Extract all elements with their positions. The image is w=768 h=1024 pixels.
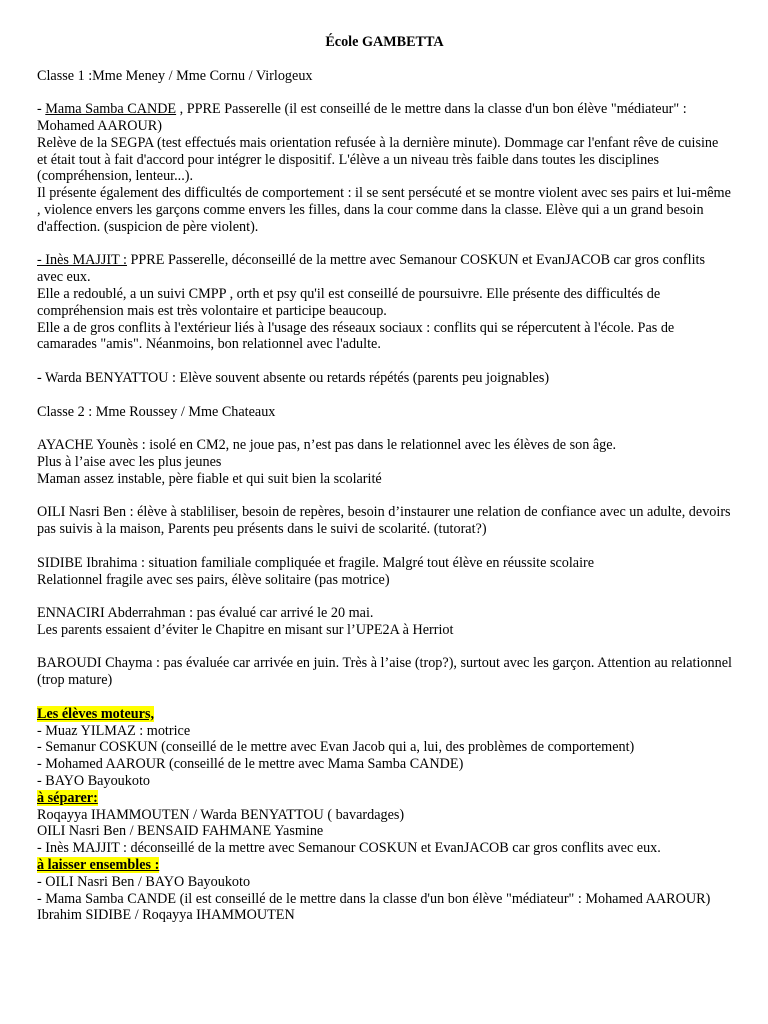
eleve-oili: OILI Nasri Ben : élève à stabliliser, besoin de repères, besoin d’instaurer une relation de confiance avec un adulte, devoirs pas suivis à la maison, Parents peu présents dans le suivi de scolarité. (tutorat?): [37, 504, 731, 538]
classe1-heading: Classe 1 :Mme Meney / Mme Cornu / Virlogeux: [37, 67, 313, 84]
moteurs-heading: Les élèves moteurs,: [37, 705, 155, 722]
eleve-majjit-name: - Inès MAJJIT :: [37, 252, 127, 269]
eleve-majjit-suivi: Elle a redoublé, a un suivi CMPP , orth et psy qu'il est conseillé de poursuivre. Elle présente des difficultés de compréhension mais est très volontaire et participe beaucoup.: [37, 285, 661, 319]
list-item: - Semanur COSKUN (conseillé de le mettre avec Evan Jacob qui a, lui, des problèmes de comportement): [37, 739, 635, 756]
list-item: - Mohamed AAROUR (conseillé de le mettre avec Mama Samba CANDE): [37, 756, 464, 773]
list-item: - Inès MAJJIT : déconseillé de la mettre avec Semanour COSKUN et EvanJACOB car gros conflits avec eux.: [37, 840, 661, 857]
separer-heading: à séparer:: [37, 789, 98, 806]
eleve-cande-comportement: Il présente également des difficultés de comportement : il se sent persécuté et se montre violent avec ses pairs et lui-même , violence envers les garçons comme envers les filles, dans la cour comme dans la classe. Elève qui a un grand besoin d'affection. (suspicion de père violent).: [37, 185, 731, 235]
eleve-ayache-line: AYACHE Younès : isolé en CM2, ne joue pas, n’est pas dans le relationnel avec les élèves de son âge.: [37, 437, 617, 454]
eleve-cande-paragraph: - Mama Samba CANDE , PPRE Passerelle (il est conseillé de le mettre dans la classe d'un bon élève "médiateur" : Mohamed AAROUR): [37, 101, 687, 134]
eleve-ayache-line: Maman assez instable, père fiable et qui suit bien la scolarité: [37, 470, 382, 487]
eleve-sidibe-line: Relationnel fragile avec ses pairs, élève solitaire (pas motrice): [37, 571, 390, 588]
eleve-cande-segpa: Relève de la SEGPA (test effectués mais orientation refusée à la dernière minute). Dommage car l'enfant rêve de cuisine et était tout à fait d'accord pour intégrer le dispositif. L'élève a un niveau très faible dans toutes les disciplines (compréhension, lenteur...).: [37, 134, 719, 185]
eleve-ennaciri-line: Les parents essaient d’éviter le Chapitre en misant sur l’UPE2A à Herriot: [37, 621, 454, 638]
eleve-majjit-conflits: Elle a de gros conflits à l'extérieur liés à l'usage des réseaux sociaux : conflits qui se répercutent à l'école. Pas de camarades "amis". Néanmoins, bon relationnel avec l'adulte.: [37, 319, 675, 353]
document-title: École GAMBETTA: [325, 34, 444, 50]
eleve-ayache-line: Plus à l’aise avec les plus jeunes: [37, 453, 222, 470]
eleve-sidibe-line: SIDIBE Ibrahima : situation familiale compliquée et fragile. Malgré tout élève en réussite scolaire: [37, 554, 595, 571]
eleve-ennaciri-line: ENNACIRI Abderrahman : pas évalué car arrivé le 20 mai.: [37, 605, 374, 622]
list-item: Roqayya IHAMMOUTEN / Warda BENYATTOU ( bavardages): [37, 806, 405, 823]
list-item: - Mama Samba CANDE (il est conseillé de le mettre dans la classe d'un bon élève "médiateur" : Mohamed AAROUR): [37, 890, 711, 907]
eleve-benyattou: - Warda BENYATTOU : Elève souvent absente ou retards répétés (parents peu joignables): [37, 369, 550, 386]
ensembles-heading: à laisser ensembles :: [37, 857, 160, 874]
list-item: - OILI Nasri Ben / BAYO Bayoukoto: [37, 873, 251, 890]
list-item: - Muaz YILMAZ : motrice: [37, 722, 191, 739]
list-item: - BAYO Bayoukoto: [37, 773, 150, 790]
classe2-heading: Classe 2 : Mme Roussey / Mme Chateaux: [37, 403, 276, 420]
eleve-baroudi: BAROUDI Chayma : pas évaluée car arrivée en juin. Très à l’aise (trop?), surtout avec les garçon. Attention au relationnel (trop mature): [37, 655, 732, 689]
eleve-cande-name: Mama Samba CANDE: [45, 101, 177, 118]
list-item: OILI Nasri Ben / BENSAID FAHMANE Yasmine: [37, 823, 324, 840]
list-item: Ibrahim SIDIBE / Roqayya IHAMMOUTEN: [37, 907, 295, 924]
eleve-majjit-paragraph: - Inès MAJJIT : PPRE Passerelle, déconseillé de la mettre avec Semanour COSKUN et EvanJACOB car gros conflits avec eux.: [37, 252, 705, 286]
